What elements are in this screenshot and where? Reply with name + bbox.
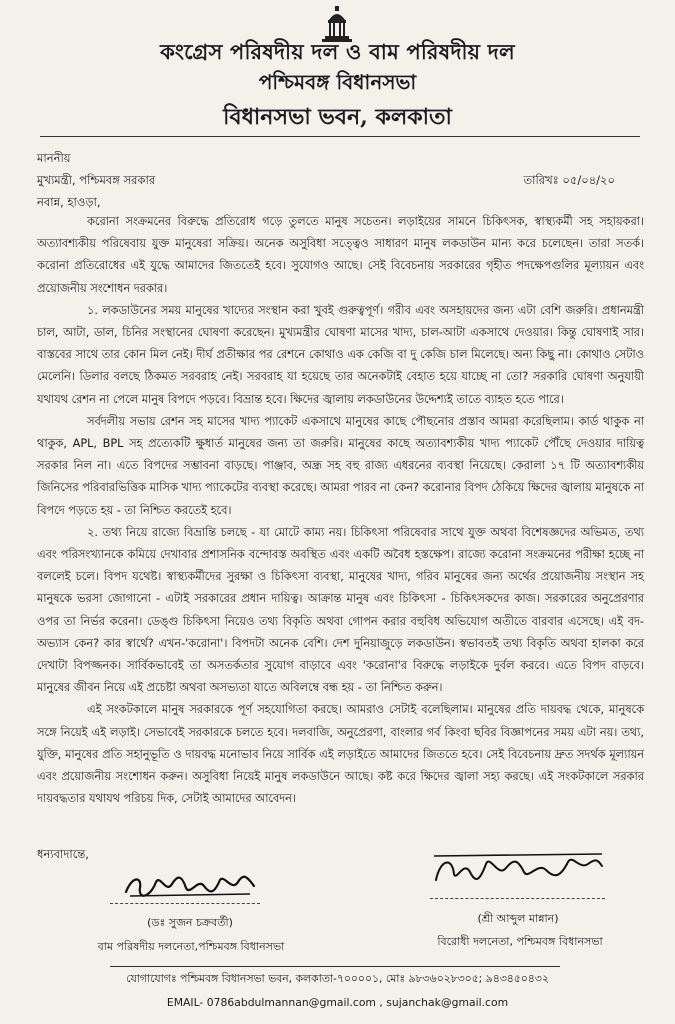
recipient-location: নবান্ন, হাওড়া, [37, 195, 101, 209]
body-paragraph: এই সংকটকালে মানুষ সরকারকে পূর্ণ সহযোগিতা করছে। আমরাও সেটাই বলেছিলাম। মানুষের প্রতি দায়বদ্ধ থেকে, মানুষকে সঙ্গে নিয়েই এই লড়াই। সেভাবেই সরকারকে চলতে হবে। দলবাজি, অনুপ্রেরণা, বাংলার গর্ব কিংবা ছবির বিজ্ঞাপনের সময় এটা নয়। তথ্য, যুক্তি, মানুষের প্রতি সহানুভূতি ও দায়বদ্ধ মনোভাব নিয়ে সার্বিক এই লড়াইতে আমাদের জিততে হবে। সেই বিবেচনায় দ্রুত সদর্থক মূল্যায়ন এবং প্রয়োজনীয় সংশোধন করুন। অসুবিধা নিয়েই মানুষ লকডাউনে আছে। কষ্ট করে ক্ষিদের জ্বালা সহ্য করছে। এই সংকটকালে সরকার দায়বদ্ধতার যথাযথ পরিচয় দিক, সেটাই আমাদের আবেদন। [37, 703, 644, 806]
body-paragraph: ২. তথ্য নিয়ে রাজ্যে বিভ্রান্তি চলছে - যা মোটে কাম্য নয়। চিকিৎসা পরিষেবার সাথে যুক্ত অথবা বিশেষজ্ঞদের অভিমত, তথ্য এবং পরিসংখ্যানকে কমিয়ে দেখাবার প্রশাসনিক বন্দোবস্ত অবস্থিত এবং একটি অবৈধ হস্তক্ষেপ। রাজ্যে করোনা সংক্রমনের পরীক্ষা হচ্ছে না বললেই চলে। বিপদ যথেষ্ট। স্বাস্থ্যকর্মীদের সুরক্ষা ও চিকিৎসা ব্যবস্থা, মানুষের খাদ্য, গরিব মানুষের জন্য অর্থের প্রয়োজনীয় সংস্থান সহ মানুষকে ভরসা জোগানো - এটাই সরকারের প্রধান দায়িত্ব। আক্রান্ত মানুষ এবং চিকিৎসা - চিকিৎসকদের কাজ। সরকারের অনুপ্রেরণার ওপর তা নির্ভর করেনা। ডেঙ্গু চিকিৎসা নিয়েও তথ্য বিকৃতি অথবা গোপন করার বহুবিধ অভিযোগ অতীতে বারবার এসেছে। এই বদ-অভ্যাস কেন? কার স্বার্থে? এখন-'করোনা'। বিপদটা অনেক বেশি। দেশ দুনিয়াজুড়ে লকডাউন। স্বভাবতই তথ্য বিকৃতি অথবা হালকা করে দেখাটা বিপজ্জনক। সার্বিকভাবেই তা অসতর্কতার সুযোগ বাড়াবে এবং 'করোনা'র বিরুদ্ধে লড়াইকে দুর্বল করবে। এতে বিপদ বাড়বে। মানুষের জীবন নিয়ে এই প্রচেষ্টা অথবা অসভ্যতা যাতে অবিলম্বে বন্ধ হয় - তা নিশ্চিত করুন। [37, 525, 644, 695]
letterhead-subtitle: পশ্চিমবঙ্গ বিধানসভা [258, 70, 417, 94]
footer-contact: যোগাযোগঃ পশ্চিমবঙ্গ বিধানসভা ভবন, কলকাতা-৭০০০০১, মোঃ ৯৮৩৬০২৮৩০৫; ৯৪৩৪৫০৪৩২ [126, 972, 549, 985]
letterhead-address: বিধানসভা ভবন, কলকাতা [223, 104, 452, 130]
left-signatory-name: (ডঃ সুজন চক্রবর্তী) [147, 916, 233, 929]
right-signatory-role: বিরোধী দলনেতা, পশ্চিমবঙ্গ বিধানসভা [437, 935, 603, 948]
left-signature [120, 868, 260, 902]
body-paragraph: সর্বদলীয় সভায় রেশন সহ মাসের খাদ্য প্যাকেট একসাথে মানুষের কাছে পৌছনোর প্রস্তাব আমরা করেছিলাম। কার্ড থাকুক না থাকুক, APL, BPL সহ প্রত্যেকটি ক্ষুধার্ত মানুষের জন্য তা জরুরি। মানুষের কাছে অত্যাবশ্যকীয় খাদ্য প্যাকেট পৌঁছে দেওয়ার দায়িত্ব সরকার নিল না। এতে বিপদের সম্ভাবনা বাড়ছে। পাঞ্জাব, অন্ধ্র সহ বহু রাজ্য এধরনের ব্যবস্থা নিয়েছে। কেরালা ১৭ টি অত্যাবশ্যকীয় জিনিসের পরিবারভিত্তিক মাসিক খাদ্য প্যাকেটের ব্যবস্থা করেছে। আমরা পারব না কেন? করোনার বিপদ ঠেকিয়ে ক্ষিদের জ্বালায় মানুষকে না বিপদে পড়তে হয় - তা নিশ্চিত করতেই হবে। [37, 414, 644, 517]
right-signature [430, 850, 605, 888]
body-paragraph: ১. লকডাউনের সময় মানুষের খাদ্যের সংস্থান করা খুবই গুরুত্বপূর্ণ। গরীব এবং অসহায়দের জন্য এটা বেশি জরুরি। প্রধানমন্ত্রী চাল, আটা, ডাল, চিনির সংস্থানের ঘোষণা করেছেন। মুখ্যমন্ত্রীর ঘোষণা মাসের খাদ্য, চাল-আটা একসাথে দেওয়ার। কিন্তু ঘোষণাই সার। বাস্তবের সাথে তার কোন মিল নেই। দীর্ঘ প্রতীক্ষার পর রেশনে কোথাও এক কেজি বা দু কেজি চাল মিলেছে। অন্য কিছু না। কোথাও সেটাও মেলেনি। ডিলার বলছে ঠিকমত সরবরাহ নেই। সরবরাহ যা হয়েছে তার অনেকটাই বেহাত হয়ে যাচ্ছে না তো? সরকারি ঘোষণা অনুযায়ী যথাযথ রেশন না পেলে মানুষ বিপদে পড়বে। বিভ্রান্ত হবে। ক্ষিদের জ্বালায় লকডাউনের উদ্দেশ্যই তাতে ব্যাহত হতে পারে। [37, 303, 644, 406]
recipient: মুখ্যমন্ত্রী, পশ্চিমবঙ্গ সরকার [37, 173, 156, 187]
left-signature-line [110, 903, 260, 904]
footer-email: EMAIL- 0786abdulmannan@gmail.com , sujanchak@gmail.com [166, 996, 509, 1009]
body-paragraph: করোনা সংক্রমনের বিরুদ্ধে প্রতিরোধ গড়ে তুলতে মানুষ সচেতন। লড়াইয়ের সামনে চিকিৎসক, স্বাস্থ্যকর্মী সহ সহায়করা। অত্যাবশ্যকীয় পরিষেবায় যুক্ত মানুষেরা সক্রিয়। অনেক অসুবিধা সত্ত্বেও সাধারণ মানুষ লকডাউন মান্য করে চলেছেন। তারা সতর্ক। করোনা প্রতিরোধের এই যুদ্ধে আমাদের জিততেই হবে। সুযোগও আছে। সেই বিবেচনায় সরকারের গৃহীত পদক্ষেপগুলির মূল্যায়ন এবং প্রয়োজনীয় সংশোধন দরকার। [37, 215, 644, 295]
salutation: মাননীয় [37, 151, 71, 165]
left-signatory-role: বাম পরিষদীয় দলনেতা,পশ্চিমবঙ্গ বিধানসভা [97, 940, 285, 953]
footer-divider [110, 966, 560, 967]
right-signature-line [430, 898, 605, 899]
letterhead-divider [40, 136, 640, 137]
closing-thanks: ধন্যবাদান্তে, [37, 847, 89, 861]
letter-date: তারিখঃ ০৫/০৪/২০ [523, 173, 615, 187]
right-signatory-name: (শ্রী আব্দুল মান্নান) [477, 912, 559, 925]
letter-body [37, 211, 644, 810]
letterhead-title: কংগ্রেস পরিষদীয় দল ও বাম পরিষদীয় দল [160, 39, 515, 64]
